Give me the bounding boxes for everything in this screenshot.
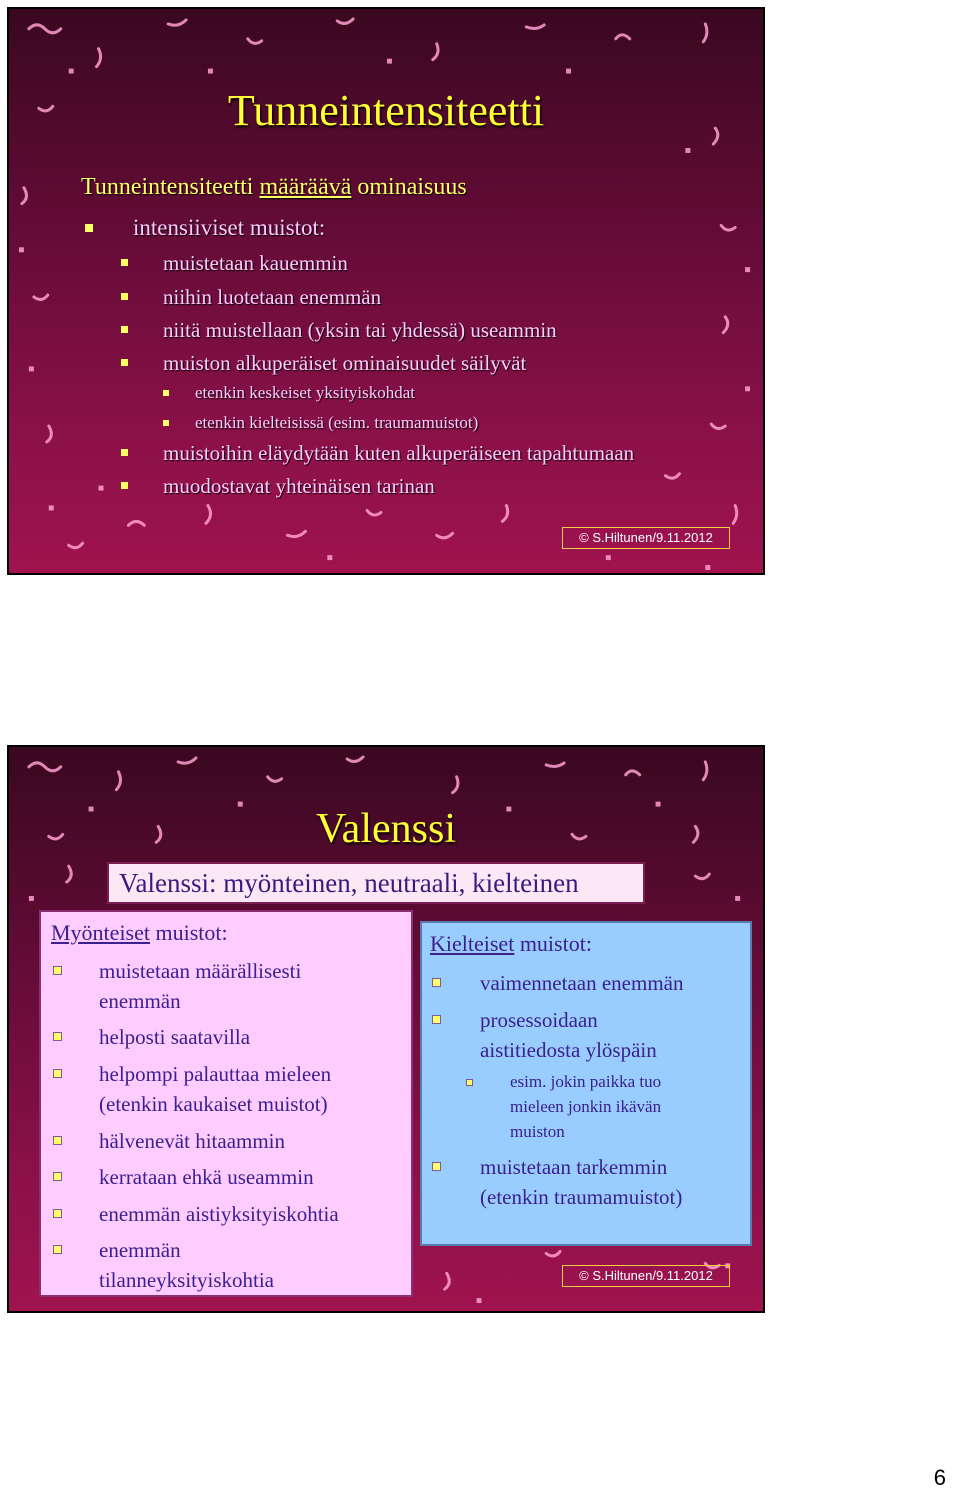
lead-text-underlined: määräävä xyxy=(259,174,352,200)
square-bullet-icon xyxy=(432,978,441,987)
negative-item xyxy=(422,1005,750,1065)
negative-heading xyxy=(430,931,592,957)
bullet-text: etenkin kielteisissä (esim. traumamuistot) xyxy=(195,413,479,432)
item-text: tilanneyksityiskohtia xyxy=(99,1268,274,1292)
square-bullet-icon xyxy=(121,482,128,489)
square-bullet-icon xyxy=(53,1136,62,1145)
slide-title: Tunneintensiteetti xyxy=(227,86,545,135)
page-number: 6 xyxy=(933,1465,946,1490)
square-bullet-icon xyxy=(432,1015,441,1024)
positive-item xyxy=(41,1199,411,1229)
lead-text-before: Tunneintensiteetti xyxy=(81,174,260,200)
slide-footer: © S.Hiltunen/9.11.2012 xyxy=(562,1265,730,1287)
square-bullet-icon xyxy=(53,1245,62,1254)
heading-underlined: Myönteiset xyxy=(51,920,150,945)
square-bullet-icon xyxy=(85,224,93,232)
lead-line xyxy=(81,174,467,201)
negative-memories-box xyxy=(420,921,752,1246)
slide-title: Valenssi xyxy=(316,806,456,852)
negative-item xyxy=(422,1152,750,1212)
bullet-text: muodostavat yhteinäisen tarinan xyxy=(163,474,435,498)
square-bullet-icon xyxy=(53,966,62,975)
positive-memories-box xyxy=(39,910,413,1297)
bullet-text: muistetaan kauemmin xyxy=(163,251,348,275)
slide-valenssi xyxy=(7,745,765,1313)
positive-item xyxy=(41,1022,411,1052)
item-text: hälvenevät hitaammin xyxy=(99,1129,286,1153)
square-bullet-icon xyxy=(53,1209,62,1218)
positive-item xyxy=(41,1126,411,1156)
lead-text-after: ominaisuus xyxy=(351,174,467,200)
item-text: kerrataan ehkä useammin xyxy=(99,1165,314,1189)
bullet-text: intensiiviset muistot: xyxy=(133,215,326,240)
positive-item xyxy=(41,1059,411,1119)
square-bullet-icon xyxy=(121,326,128,333)
bullet-text: muistoihin eläydytään kuten alkuperäiseen tapahtumaan xyxy=(163,441,635,465)
square-bullet-icon xyxy=(432,1162,441,1171)
square-bullet-icon xyxy=(53,1032,62,1041)
square-bullet-icon xyxy=(53,1069,62,1078)
positive-item xyxy=(41,1235,411,1295)
item-text: (etenkin kaukaiset muistot) xyxy=(99,1092,328,1116)
item-text: aistitiedosta ylöspäin xyxy=(480,1038,657,1062)
heading-rest: muistot: xyxy=(514,931,592,956)
item-text: vaimennetaan enemmän xyxy=(480,971,684,995)
square-bullet-icon xyxy=(121,293,128,300)
item-text: helpompi palauttaa mieleen xyxy=(99,1062,332,1086)
item-text: helposti saatavilla xyxy=(99,1025,251,1049)
item-text: (etenkin traumamuistot) xyxy=(480,1185,683,1209)
item-text: mieleen jonkin ikävän xyxy=(510,1097,662,1116)
positive-item xyxy=(41,956,411,1016)
item-text: enemmän xyxy=(99,1238,181,1262)
slide-tunneintensiteetti xyxy=(7,7,765,575)
item-text: prosessoidaan xyxy=(480,1008,598,1032)
bullet-text: etenkin keskeiset yksityiskohdat xyxy=(195,383,416,402)
item-text: muiston xyxy=(510,1122,565,1141)
item-text: esim. jokin paikka tuo xyxy=(510,1072,662,1091)
bullet-text: niitä muistellaan (yksin tai yhdessä) useammin xyxy=(163,318,557,342)
square-bullet-icon xyxy=(466,1079,473,1086)
positive-heading xyxy=(51,920,228,946)
square-bullet-icon xyxy=(53,1172,62,1181)
heading-rest: muistot: xyxy=(150,920,228,945)
negative-item xyxy=(422,968,750,998)
slide-footer: © S.Hiltunen/9.11.2012 xyxy=(562,527,730,549)
square-bullet-icon xyxy=(121,449,128,456)
subtitle-box: Valenssi: myönteinen, neutraali, kielteinen xyxy=(107,862,645,904)
heading-underlined: Kielteiset xyxy=(430,931,515,956)
square-bullet-icon xyxy=(163,420,169,426)
item-text: muistetaan tarkemmin xyxy=(480,1155,668,1179)
negative-subitem xyxy=(422,1069,750,1144)
positive-item xyxy=(41,1162,411,1192)
bullet-text: niihin luotetaan enemmän xyxy=(163,285,382,309)
item-text: enemmän aistiyksityiskohtia xyxy=(99,1202,339,1226)
square-bullet-icon xyxy=(163,390,169,396)
item-text: muistetaan määrällisesti xyxy=(99,959,302,983)
item-text: enemmän xyxy=(99,989,181,1013)
square-bullet-icon xyxy=(121,359,128,366)
bullet-text: muiston alkuperäiset ominaisuudet säilyvät xyxy=(163,351,527,375)
square-bullet-icon xyxy=(121,259,128,266)
